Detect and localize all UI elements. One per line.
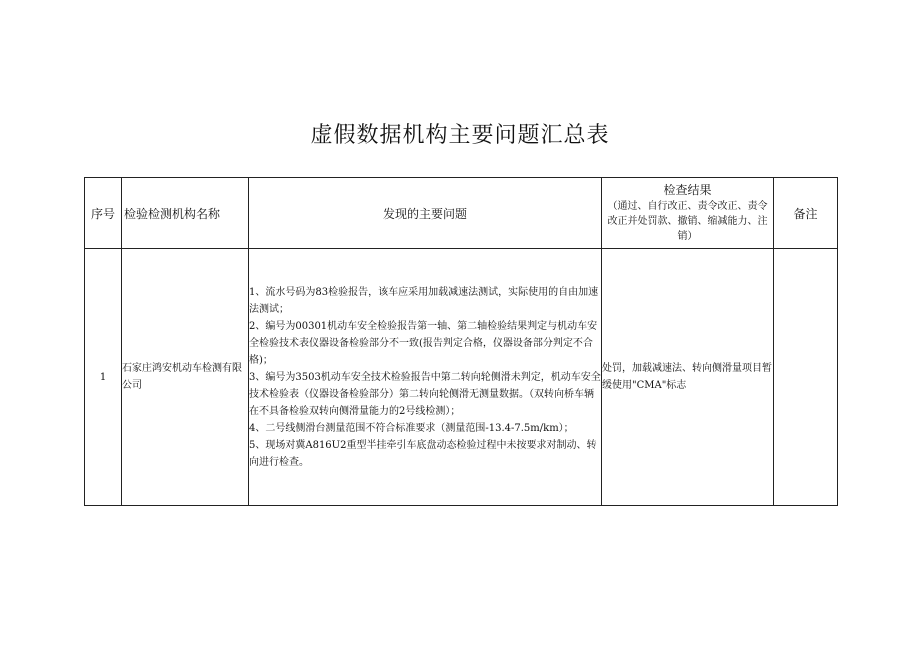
table-header-row [85, 178, 838, 249]
header-result-title: 检查结果 [663, 182, 712, 197]
cell-note [774, 249, 838, 506]
cell-result: 处罚，加载减速法、转向侧滑量项目暂缓使用"CMA"标志 [602, 249, 774, 506]
cell-seq: 1 [85, 249, 122, 506]
cell-org-name: 石家庄鸿安机动车检测有限公司 [122, 249, 249, 506]
header-seq: 序号 [85, 178, 122, 249]
page-title: 虚假数据机构主要问题汇总表 [310, 123, 610, 148]
header-result [602, 178, 774, 249]
issue-item: 1、流水号码为83检验报告，该车应采用加载减速法测试，实际使用的自由加速法测试； [249, 286, 599, 315]
issue-item: 4、二号线侧滑台测量范围不符合标准要求（测量范围-13.4-7.5m/km）； [249, 422, 574, 434]
summary-table [84, 177, 838, 506]
issue-item: 5、现场对冀A816U2重型半挂牵引车底盘动态检验过程中未按要求对制动、转向进行检查。 [249, 439, 597, 468]
header-result-options: （通过、自行改正、责令改正、责令改正并处罚款、撤销、缩减能力、注销） [607, 200, 768, 242]
issue-item: 2、编号为00301机动车安全检验报告第一轴、第二轴检验结果判定与机动车安全检验技术表仪器设备检验部分不一致(报告判定合格，仪器设备部分判定不合格)； [249, 320, 598, 366]
cell-issues [249, 249, 602, 506]
header-org: 检验检测机构名称 [122, 178, 249, 249]
issue-item: 3、编号为3503机动车安全技术检验报告中第二转向轮侧滑未判定，机动车安全技术检验表（仪器设备检验部分）第二转向轮侧滑无测量数据。（双转向桥车辆在不具备检验双转向侧滑量能力的2号线检测）； [249, 371, 601, 417]
table-row [85, 249, 838, 506]
header-note: 备注 [774, 178, 838, 249]
header-issues: 发现的主要问题 [249, 178, 602, 249]
